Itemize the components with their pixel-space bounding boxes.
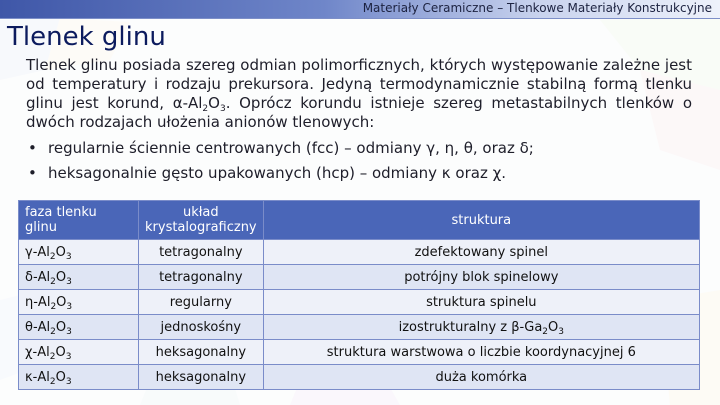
structure-cell: struktura warstwowa o liczbie koordynacyjnej 6 xyxy=(263,340,699,365)
system-cell: heksagonalny xyxy=(139,365,264,390)
phase-cell: $\kappa-Al_2O_3$ xyxy=(19,365,139,390)
paragraph-sub1: 2 xyxy=(202,104,209,114)
header-text: Materiały Ceramiczne – Tlenkowe Materiały Konstrukcyjne xyxy=(362,1,712,15)
table-row xyxy=(19,290,700,315)
phase-cell: $\theta-Al_2O_3$ xyxy=(19,315,139,340)
bullet-item xyxy=(28,164,688,183)
structure-cell: duża komórka xyxy=(263,365,699,390)
intro-paragraph xyxy=(26,56,692,132)
bullet-list xyxy=(28,139,688,189)
table-row xyxy=(19,265,700,290)
system-cell: heksagonalny xyxy=(139,340,264,365)
table-row xyxy=(19,240,700,265)
phase-cell: $\chi-Al_2O_3$ xyxy=(19,340,139,365)
paragraph-sub2: 3 xyxy=(219,104,226,114)
paragraph-part1: Tlenek glinu posiada szereg odmian polimorficznych, których występowanie zależne jest od temperatury i rodzaju prekursora. Jedyną termodynamicznie stabilną formą tlenku glinu jest korund, α-Al xyxy=(26,56,692,112)
system-cell: tetragonalny xyxy=(139,265,264,290)
header-structure: struktura xyxy=(263,201,699,240)
phase-cell: $\delta-Al_2O_3$ xyxy=(19,265,139,290)
system-cell: tetragonalny xyxy=(139,240,264,265)
structure-cell: zdefektowany spinel xyxy=(263,240,699,265)
paragraph-part3: . Oprócz korundu istnieje szereg metastabilnych tlenków o dwóch rodzajach ułożenia anionów tlenowych: xyxy=(26,94,692,131)
bullet-text: regularnie ściennie centrowanych (fcc) – odmiany γ, η, θ, oraz δ; xyxy=(48,139,534,157)
slide-title: Tlenek glinu xyxy=(7,22,166,52)
system-cell: regularny xyxy=(139,290,264,315)
bullet-item xyxy=(28,139,688,158)
header-crystal-system: układ krystalograficzny xyxy=(139,201,264,240)
phase-cell: $\gamma-Al_2O_3$ xyxy=(19,240,139,265)
bullet-marker: • xyxy=(28,139,37,157)
system-cell: jednoskośny xyxy=(139,315,264,340)
table-row xyxy=(19,340,700,365)
table-header-row xyxy=(19,201,700,240)
table-row xyxy=(19,315,700,340)
bullet-text: heksagonalnie gęsto upakowanych (hcp) – odmiany κ oraz χ. xyxy=(48,164,507,182)
header-bar xyxy=(0,0,720,19)
structure-cell: struktura spinelu xyxy=(263,290,699,315)
structure-cell: izostrukturalny z $\beta-Ga_2O_3$ xyxy=(263,315,699,340)
paragraph-part2: O xyxy=(208,94,220,112)
bullet-marker: • xyxy=(28,164,37,182)
table-row xyxy=(19,365,700,390)
phase-cell: $\eta-Al_2O_3$ xyxy=(19,290,139,315)
alumina-phases-table xyxy=(18,200,700,390)
header-phase: faza tlenku glinu xyxy=(19,201,139,240)
structure-cell: potrójny blok spinelowy xyxy=(263,265,699,290)
